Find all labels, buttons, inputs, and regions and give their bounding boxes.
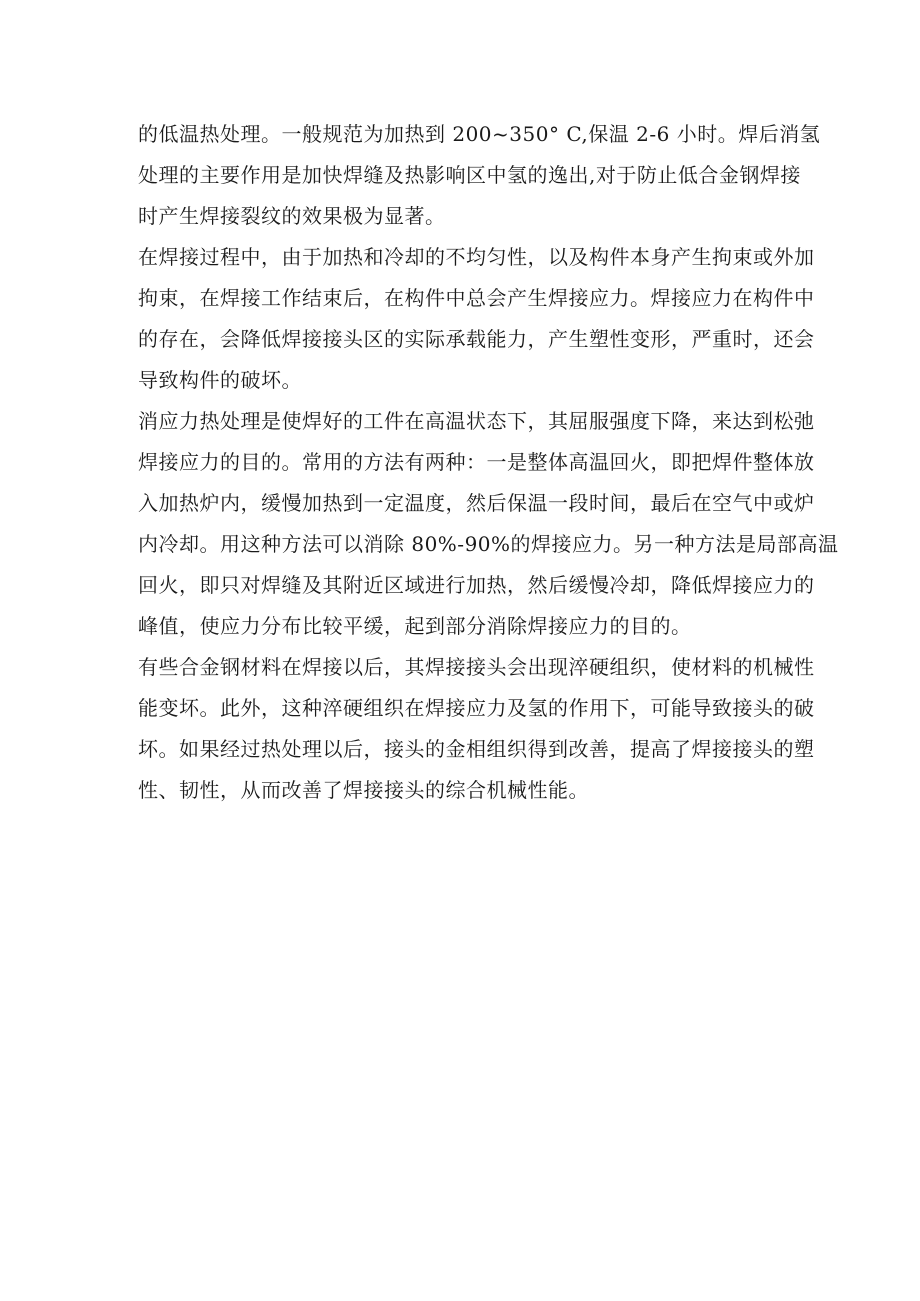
text-line: 的低温热处理。一般规范为加热到 200~350° C,保温 2-6 小时。焊后消氢 — [138, 122, 821, 146]
text-line: 入加热炉内，缓慢加热到一定温度，然后保温一段时间，最后在空气中或炉 — [138, 491, 815, 515]
text-line: 消应力热处理是使焊好的工件在高温状态下，其屈服强度下降，来达到松弛 — [138, 409, 815, 433]
text-line: 处理的主要作用是加快焊缝及热影响区中氢的逸出,对于防止低合金钢焊接 — [138, 163, 801, 187]
text-line: 回火，即只对焊缝及其附近区域进行加热，然后缓慢冷却，降低焊接应力的 — [138, 573, 815, 597]
text-line: 拘束，在焊接工作结束后，在构件中总会产生焊接应力。焊接应力在构件中 — [138, 286, 815, 310]
text-line: 时产生焊接裂纹的效果极为显著。 — [138, 204, 446, 228]
paragraph-hydrogen-removal — [138, 114, 821, 237]
text-line: 内冷却。用这种方法可以消除 80%-90%的焊接应力。另一种方法是局部高温 — [138, 532, 839, 556]
document-body — [138, 114, 839, 811]
text-line: 性、韧性，从而改善了焊接接头的综合机械性能。 — [138, 778, 589, 802]
text-line: 有些合金钢材料在焊接以后，其焊接接头会出现淬硬组织，使材料的机械性 — [138, 655, 815, 679]
text-line: 坏。如果经过热处理以后，接头的金相组织得到改善，提高了焊接接头的塑 — [138, 737, 815, 761]
text-line: 能变坏。此外，这种淬硬组织在焊接应力及氢的作用下，可能导致接头的破 — [138, 696, 815, 720]
text-line: 峰值，使应力分布比较平缓，起到部分消除焊接应力的目的。 — [138, 614, 692, 638]
text-line: 导致构件的破坏。 — [138, 368, 302, 392]
text-line: 焊接应力的目的。常用的方法有两种：一是整体高温回火，即把焊件整体放 — [138, 450, 815, 474]
text-line: 的存在，会降低焊接接头区的实际承载能力，产生塑性变形，严重时，还会 — [138, 327, 815, 351]
text-line: 在焊接过程中，由于加热和冷却的不均匀性，以及构件本身产生拘束或外加 — [138, 245, 815, 269]
paragraph-welding-stress — [138, 237, 815, 401]
paragraph-alloy-steel — [138, 647, 815, 811]
paragraph-stress-relief — [138, 401, 839, 647]
